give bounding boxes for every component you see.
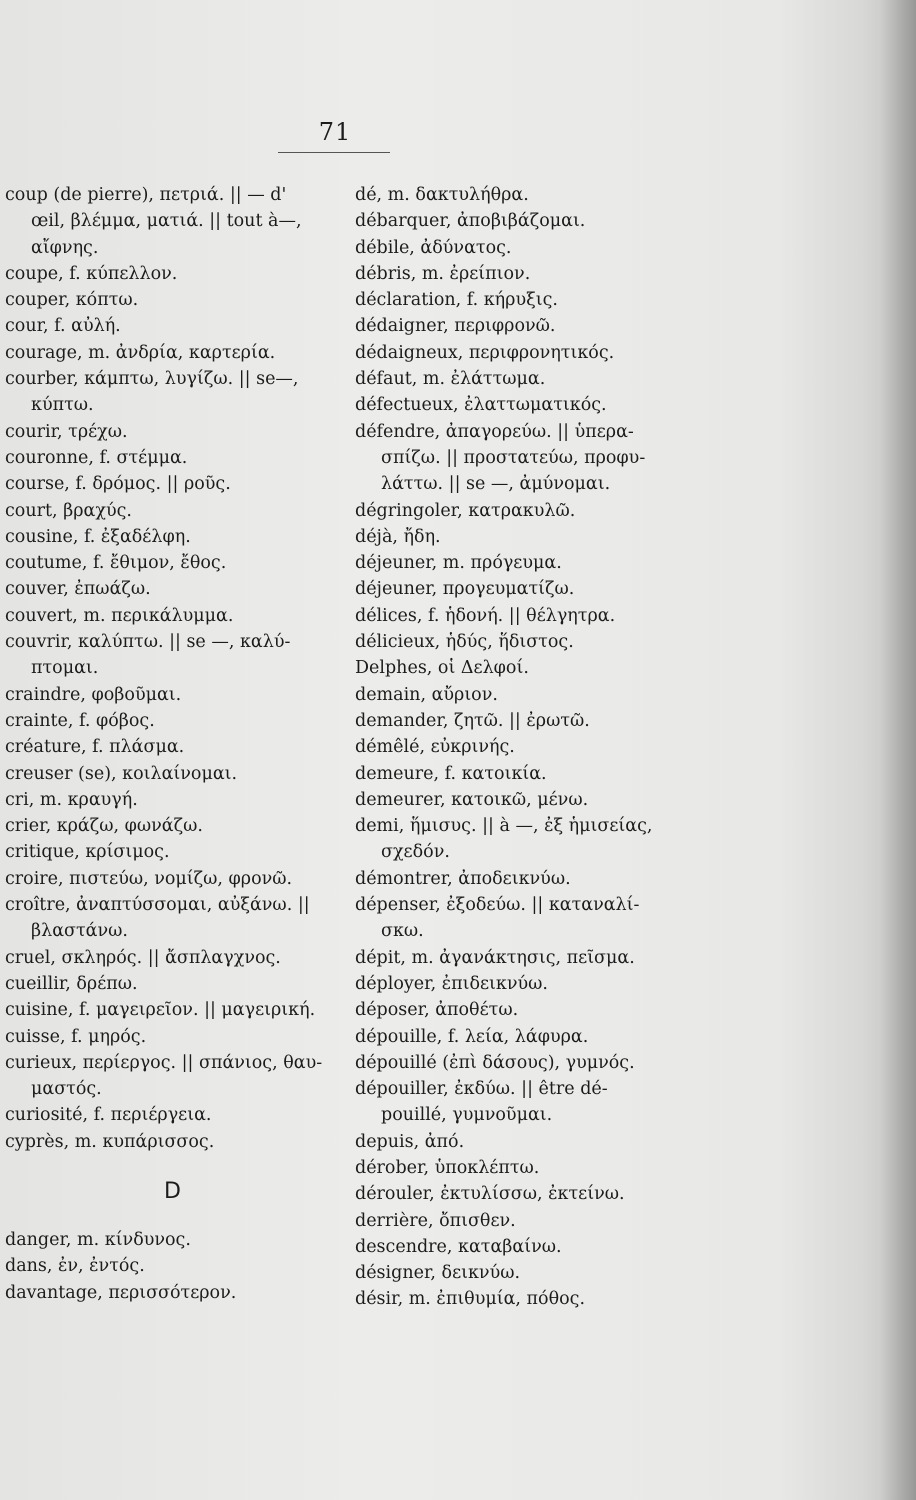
dictionary-entry — [5, 1024, 340, 1050]
entry-line: curieux, περίεργος. || σπάνιος, θαυ- — [5, 1052, 323, 1073]
entry-line: cueillir, δρέπω. — [5, 973, 138, 994]
dictionary-entry — [355, 1155, 685, 1181]
entry-line: cri, m. κραυγή. — [5, 789, 138, 810]
dictionary-entry — [355, 550, 685, 576]
entry-line: dédaigner, περιφρονῶ. — [355, 316, 556, 337]
dictionary-entry — [5, 892, 340, 945]
entry-line: coupe, f. κύπελλον. — [5, 263, 178, 284]
entry-continuation: κύπτω. — [31, 395, 94, 416]
left-column — [5, 182, 340, 1306]
entry-line: demeure, f. κατοικία. — [355, 763, 547, 784]
entry-line: déclaration, f. κήρυξις. — [355, 290, 558, 311]
entry-line: crainte, f. φόβος. — [5, 710, 155, 731]
dictionary-entry — [355, 655, 685, 681]
dictionary-entry — [355, 945, 685, 971]
dictionary-entry — [355, 971, 685, 997]
dictionary-entry — [355, 629, 685, 655]
entry-line: démêlé, εὐκρινής. — [355, 737, 515, 758]
entry-line: créature, f. πλάσμα. — [5, 737, 185, 758]
entry-line: creuser (se), κοιλαίνομαι. — [5, 763, 238, 784]
dictionary-entry — [355, 419, 685, 498]
entry-line: demander, ζητῶ. || ἐρωτῶ. — [355, 710, 590, 731]
dictionary-entry — [5, 1102, 340, 1128]
entry-line: dépouiller, ἐκδύω. || être dé- — [355, 1079, 608, 1100]
dictionary-entry — [355, 1260, 685, 1286]
dictionary-entry — [5, 945, 340, 971]
left-entries-after — [5, 1227, 340, 1306]
dictionary-entry — [355, 892, 685, 945]
entry-line: dégringoler, κατρακυλῶ. — [355, 500, 576, 521]
page-edge-shadow — [880, 0, 916, 1500]
dictionary-entry — [5, 603, 340, 629]
entry-line: dérouler, ἐκτυλίσσω, ἐκτείνω. — [355, 1184, 625, 1205]
entry-continuation: πτομαι. — [31, 658, 99, 679]
dictionary-entry — [355, 997, 685, 1023]
dictionary-entry — [355, 261, 685, 287]
dictionary-entry — [5, 340, 340, 366]
dictionary-entry — [5, 576, 340, 602]
dictionary-entry — [355, 182, 685, 208]
dictionary-entry — [355, 287, 685, 313]
entry-line: demi, ἥμισυς. || à —, ἐξ ἡμισείας, — [355, 816, 653, 837]
entry-line: cour, f. αὐλή. — [5, 316, 121, 337]
dictionary-entry — [5, 629, 340, 682]
dictionary-entry — [355, 313, 685, 339]
entry-line: désigner, δεικνύω. — [355, 1263, 521, 1284]
dictionary-entry — [5, 971, 340, 997]
entry-continuation: αἴφνης. — [31, 237, 99, 258]
dictionary-entry — [5, 471, 340, 497]
entry-line: couper, κόπτω. — [5, 290, 139, 311]
page-number: 71 — [318, 118, 352, 146]
dictionary-entry — [5, 182, 340, 261]
dictionary-entry — [5, 550, 340, 576]
dictionary-entry — [355, 787, 685, 813]
dictionary-entry — [355, 761, 685, 787]
entry-line: croître, ἀναπτύσσομαι, αὐξάνω. || — [5, 895, 310, 916]
entry-line: critique, κρίσιμος. — [5, 842, 170, 863]
section-letter: D — [164, 1178, 181, 1204]
entry-continuation: βλαστάνω. — [31, 921, 128, 942]
entry-line: derrière, ὄπισθεν. — [355, 1210, 516, 1231]
dictionary-entry — [355, 392, 685, 418]
entry-line: danger, m. κίνδυνος. — [5, 1229, 191, 1250]
entry-line: craindre, φοβοῦμαι. — [5, 684, 182, 705]
dictionary-entry — [355, 1208, 685, 1234]
dictionary-entry — [355, 1181, 685, 1207]
dictionary-entry — [5, 1280, 340, 1306]
entry-line: déjeuner, προγευματίζω. — [355, 579, 575, 600]
entry-line: coup (de pierre), πετριά. || — d' — [5, 185, 287, 205]
entry-line: descendre, καταβαίνω. — [355, 1236, 562, 1257]
entry-line: couver, ἐπωάζω. — [5, 579, 151, 600]
entry-line: cuisine, f. μαγειρεῖον. || μαγειρική. — [5, 1000, 316, 1021]
entry-continuation: pouillé, γυμνοῦμαι. — [381, 1105, 553, 1126]
right-column — [355, 182, 685, 1313]
entry-line: cousine, f. ἐξαδέλφη. — [5, 526, 191, 547]
entry-line: couvert, m. περικάλυμμα. — [5, 605, 234, 626]
dictionary-entry — [355, 366, 685, 392]
dictionary-entry — [5, 261, 340, 287]
entry-line: débile, ἀδύνατος. — [355, 237, 512, 258]
dictionary-entry — [355, 682, 685, 708]
dictionary-entry — [355, 524, 685, 550]
dictionary-entry — [5, 761, 340, 787]
entry-line: depuis, ἀπό. — [355, 1131, 465, 1152]
entry-line: débris, m. ἐρείπιον. — [355, 263, 531, 284]
dictionary-entry — [355, 498, 685, 524]
entry-line: cruel, σκληρός. || ἄσπλαγχνος. — [5, 947, 281, 968]
entry-continuation: λάττω. || se —, ἀμύνομαι. — [381, 474, 611, 495]
dictionary-entry — [355, 813, 685, 866]
dictionary-entry — [5, 682, 340, 708]
entry-line: couvrir, καλύπτω. || se —, καλύ- — [5, 632, 291, 653]
dictionary-entry — [5, 708, 340, 734]
dictionary-entry — [355, 603, 685, 629]
entry-line: dérober, ὑποκλέπτω. — [355, 1157, 540, 1178]
dictionary-entry — [355, 1076, 685, 1129]
dictionary-entry — [5, 1050, 340, 1103]
entry-line: demain, αὔριον. — [355, 684, 498, 705]
entry-continuation: σπίζω. || προστατεύω, προφυ- — [381, 447, 646, 468]
entry-line: crier, κράζω, φωνάζω. — [5, 816, 203, 837]
dictionary-entry — [5, 524, 340, 550]
dictionary-entry — [355, 1129, 685, 1155]
dictionary-entry — [355, 866, 685, 892]
entry-continuation: œil, βλέμμα, ματιά. || tout à—, — [31, 211, 302, 232]
entry-line: croire, πιστεύω, νομίζω, φρονῶ. — [5, 868, 293, 889]
dictionary-entry — [355, 708, 685, 734]
left-entries — [5, 182, 340, 1155]
entry-line: désir, m. ἐπιθυμία, πόθος. — [355, 1289, 586, 1310]
dictionary-entry — [355, 208, 685, 234]
entry-line: déjà, ἤδη. — [355, 526, 441, 547]
entry-line: dédaigneux, περιφρονητικός. — [355, 342, 615, 363]
entry-line: déployer, ἐπιδεικνύω. — [355, 973, 548, 994]
entry-line: courage, m. ἀνδρία, καρτερία. — [5, 342, 276, 363]
dictionary-entry — [355, 1286, 685, 1312]
entry-line: démontrer, ἀποδεικνύω. — [355, 868, 571, 889]
dictionary-entry — [5, 813, 340, 839]
entry-continuation: μαστός. — [31, 1079, 102, 1100]
dictionary-entry — [5, 1227, 340, 1253]
dictionary-entry — [5, 445, 340, 471]
dictionary-entry — [5, 1129, 340, 1155]
dictionary-entry — [5, 1253, 340, 1279]
entry-line: débarquer, ἀποβιβάζομαι. — [355, 211, 586, 232]
entry-line: déposer, ἀποθέτω. — [355, 1000, 519, 1021]
dictionary-entry — [5, 787, 340, 813]
entry-line: dépenser, ἐξοδεύω. || καταναλί- — [355, 895, 640, 916]
dictionary-entry — [5, 839, 340, 865]
dictionary-entry — [5, 734, 340, 760]
entry-line: défendre, ἀπαγορεύω. || ὑπερα- — [355, 421, 634, 442]
entry-continuation: σκω. — [381, 921, 424, 942]
entry-line: dans, ἐν, ἐντός. — [5, 1256, 145, 1277]
header-rule — [278, 152, 390, 153]
dictionary-entry — [355, 734, 685, 760]
entry-line: curiosité, f. περιέργεια. — [5, 1105, 212, 1126]
entry-line: dépouille, f. λεία, λάφυρα. — [355, 1026, 589, 1047]
entry-line: défaut, m. ἐλάττωμα. — [355, 369, 546, 390]
dictionary-entry — [5, 313, 340, 339]
entry-line: dé, m. δακτυλήθρα. — [355, 185, 529, 205]
dictionary-entry — [5, 866, 340, 892]
dictionary-entry — [5, 287, 340, 313]
dictionary-entry — [5, 997, 340, 1023]
dictionary-entry — [5, 366, 340, 419]
entry-line: couronne, f. στέμμα. — [5, 447, 188, 468]
entry-line: courber, κάμπτω, λυγίζω. || se—, — [5, 369, 299, 390]
dictionary-entry — [355, 235, 685, 261]
entry-line: dépit, m. ἀγανάκτησις, πεῖσμα. — [355, 947, 635, 968]
entry-line: délices, f. ἡδονή. || θέλγητρα. — [355, 605, 616, 626]
dictionary-entry — [355, 340, 685, 366]
dictionary-entry — [355, 1024, 685, 1050]
entry-line: court, βραχύς. — [5, 500, 132, 521]
dictionary-entry — [5, 498, 340, 524]
entry-line: courir, τρέχω. — [5, 421, 128, 442]
dictionary-entry — [355, 576, 685, 602]
entry-line: coutume, f. ἔθιμον, ἔθος. — [5, 553, 227, 574]
entry-line: course, f. δρόμος. || ροῦς. — [5, 474, 231, 495]
entry-line: demeurer, κατοικῶ, μένω. — [355, 789, 589, 810]
entry-line: Delphes, οἱ Δελφοί. — [355, 658, 529, 679]
dictionary-entry — [355, 1234, 685, 1260]
dictionary-entry — [355, 1050, 685, 1076]
entry-line: délicieux, ἡδύς, ἥδιστος. — [355, 632, 574, 653]
entry-line: déjeuner, m. πρόγευμα. — [355, 553, 562, 574]
dictionary-entry — [5, 419, 340, 445]
entry-line: dépouillé (ἐπὶ δάσους), γυμνός. — [355, 1052, 635, 1073]
entry-continuation: σχεδόν. — [381, 842, 450, 863]
entry-line: cyprès, m. κυπάρισσος. — [5, 1131, 215, 1152]
entry-line: défectueux, ἐλαττωματικός. — [355, 395, 607, 416]
entry-line: davantage, περισσότερον. — [5, 1282, 237, 1303]
entry-line: cuisse, f. μηρός. — [5, 1026, 147, 1047]
right-entries — [355, 182, 685, 1313]
